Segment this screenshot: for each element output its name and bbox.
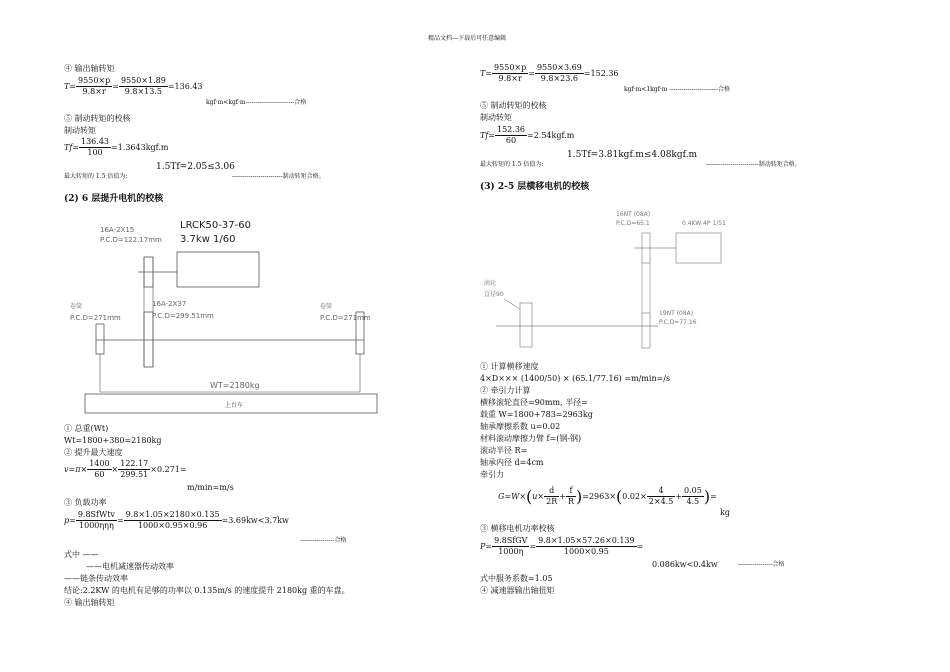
r-low-sprocket [642, 313, 650, 348]
where-line-1: 式中 —— [64, 550, 99, 559]
service-factor: 式中服务系数=1.05 [480, 574, 553, 583]
total-weight-heading: ① 总重(Wt) [64, 424, 109, 433]
traction-line-b: 载重 W=1800+783=2963kg [480, 410, 593, 419]
q3-den2: 1000×0.95 [563, 547, 609, 556]
right-brake-formula [480, 125, 574, 146]
right-torque-den2: 9.8×23.6 [540, 74, 578, 83]
right-torque-num1: 9550×p [494, 63, 527, 72]
base-carriage-label: 上台车 [225, 402, 244, 409]
torque-check: kgf·m<kgf·m------------------------合格 [206, 99, 307, 106]
brake-torque-heading: ⑤ 制动转矩的校核 [64, 114, 131, 123]
g-mid: =2963× [582, 491, 617, 501]
g-plus: + [559, 491, 566, 501]
q3-eq: = [529, 541, 537, 551]
right-brake-num: 152.36 [497, 125, 525, 134]
r-top-sprocket-pcd: P.C.D=65.1 [616, 220, 650, 227]
mid-sprocket-pcd: P.C.D=299.51mm [152, 312, 214, 320]
motor-power-label: 3.7kw 1/60 [180, 234, 236, 245]
power-den2: 1000×0.95×0.96 [137, 521, 208, 530]
speed-formula [64, 459, 187, 480]
left-drum-label: 卷筒 [70, 303, 83, 310]
brake-result: =1.3643kgf.m [111, 142, 169, 152]
torque-result: =136.43 [167, 81, 203, 91]
output-torque-heading-2: ④ 输出轴转矩 [64, 598, 115, 607]
hoist-motor-box [177, 252, 259, 287]
speed-lhs: v=π× [64, 464, 88, 474]
left-drum-pcd: P.C.D=271mm [70, 314, 121, 322]
right-torque-lhs: T= [480, 68, 493, 78]
motor-power-formula [480, 536, 643, 557]
traction-unit: kg [720, 508, 730, 517]
r-top-sprocket-label: 16NT (08A) [616, 211, 651, 218]
where-line-2: ——电机减速器传动效率 [86, 562, 174, 571]
traction-line-c: 轴承摩擦系数 u=0.02 [480, 422, 561, 431]
conclusion: 结论:2.2KW 的电机有足够的功率以 0.135m/s 的速度提升 2180kg 重的车盘。 [64, 586, 350, 595]
traction-line-f: 轴承内径 d=4cm [480, 458, 544, 467]
traction-line-d: 材料滚动摩擦力臂 f=(钢-钢) [480, 434, 582, 443]
motor-power-check: -----------------合格 [738, 561, 785, 568]
right-torque-formula [480, 63, 619, 84]
where-line-3: ——链条传动效率 [64, 574, 128, 583]
power-num2: 9.8×1.05×2180×0.135 [125, 510, 220, 519]
r-low-sprocket-label: 19NT (08A) [659, 310, 694, 317]
traverse-speed-value: 4×D××× (1400/50) × (65.1/77.16) =m/min=/s [480, 374, 671, 383]
right-torque-den1: 9.8×r [498, 74, 522, 83]
speed-tail: ×0.271= [150, 464, 187, 474]
speed-num1: 1400 [89, 459, 110, 468]
output-torque-heading: ④ 输出轴转矩 [64, 64, 115, 73]
right-drum-pcd: P.C.D=271mm [320, 314, 371, 322]
top-sprocket-pcd: P.C.D=122.17mm [100, 236, 162, 244]
total-weight-value: Wt=1800+380=2180kg [64, 436, 162, 445]
right-torque-check: kgf·m<1kgf·m ------------------------合格 [624, 86, 730, 93]
right-brake-check: --------------------------制动转矩合格。 [706, 161, 801, 168]
power-check: -----------------合格 [300, 537, 347, 544]
g-d-den: 2R [546, 497, 558, 506]
g-f-num: f [566, 486, 576, 497]
power-result: =3.69kw<3.7kw [221, 515, 289, 525]
traction-line-g: 牵引力 [480, 470, 504, 479]
torque-den1: 9.8×r [82, 87, 106, 96]
torque-num2: 9550×1.89 [120, 76, 166, 85]
q3-lhs: P= [480, 541, 493, 551]
torque-lhs: T= [64, 81, 77, 91]
g-num1: 4 [647, 486, 676, 497]
right-torque-eq: = [528, 68, 535, 78]
motor-power-heading: ③ 横移电机功率校核 [480, 524, 555, 533]
power-formula [64, 510, 289, 531]
speed-times: × [111, 464, 119, 474]
g-u: u× [532, 491, 545, 501]
speed-num2: 122.17 [120, 459, 149, 468]
load-power-heading: ③ 负载功率 [64, 498, 107, 507]
traction-line-e: 滚动半径 R= [480, 446, 528, 455]
traverse-speed-heading: ① 计算横移速度 [480, 362, 539, 371]
max-speed-heading: ② 提升最大速度 [64, 448, 123, 457]
motor-model-label: LRCK50-37-60 [180, 220, 251, 231]
traverse-motor-box [676, 233, 721, 263]
roller-wheel [520, 303, 532, 347]
speed-den2: 299.51 [120, 470, 149, 479]
brake-inequality: 1.5Tf=2.05≤3.06 [156, 162, 235, 172]
g-f-den: R [567, 497, 574, 506]
brake-formula [64, 137, 168, 158]
motor-power-result: 0.086kw<0.4kw [652, 560, 718, 569]
traction-line-a: 横移滚轮直径=90mm, 半径= [480, 398, 588, 407]
speed-unit: m/min=m/s [187, 483, 234, 492]
reducer-torque-heading: ④ 减速器输出轴扭矩 [480, 586, 555, 595]
brake-check: -------------------------制动转矩合格。 [232, 173, 325, 180]
power-den1: 1000ηηη [79, 521, 114, 530]
roller-diameter: 直径90 [484, 291, 504, 298]
mid-sprocket [144, 312, 153, 367]
mid-sprocket-label: 16A-2X37 [152, 300, 187, 308]
q3-den1: 1000η [498, 547, 524, 556]
traverse-drive-diagram [476, 203, 776, 358]
weight-label: WT=2180kg [210, 381, 260, 390]
torque-formula [64, 76, 203, 97]
brake-num: 136.43 [81, 137, 109, 146]
right-drum-label: 卷筒 [320, 303, 333, 310]
right-brake-lhs: Tf= [480, 130, 495, 140]
speed-den1: 60 [94, 470, 105, 479]
g-a: 0.02× [622, 491, 647, 501]
brake-den: 100 [87, 148, 103, 157]
section-2-title: (2) 6 层提升电机的校核 [64, 194, 164, 204]
g-d-num: d [544, 486, 559, 497]
roller-label: 滚轮 [484, 280, 497, 287]
g-end: = [710, 491, 717, 501]
hoist-drive-diagram [60, 212, 390, 417]
power-eq: = [116, 515, 124, 525]
right-torque-num2: 9550×3.69 [536, 63, 582, 72]
brake-lhs: Tf= [64, 142, 79, 152]
torque-num1: 9550×p [78, 76, 111, 85]
q3-num1: 9.8SfGV [494, 536, 528, 545]
power-lhs: p= [64, 515, 76, 525]
section-3-title: (3) 2-5 层横移电机的校核 [480, 182, 590, 192]
right-torque-result: =152.36 [583, 68, 619, 78]
g-den1: 2×4.5 [648, 497, 674, 506]
page-header: 精品文档---下载后可任意编辑 [428, 35, 507, 42]
left-drum [96, 324, 104, 354]
traction-formula: G=W×(u× $\frac{d}{2R}$ + $\frac{f}{R}$ )=2963×(0.02× $\frac{4}{2\times 4.5}$ + $\frac{0.05}{4.5}$ )= [498, 486, 717, 506]
right-brake-sub: 制动转矩 [480, 113, 512, 122]
q3-num2: 9.8×1.05×57.26×0.139 [538, 536, 635, 545]
brake-max-note: 最大转矩的 1.5 倍值为: [64, 173, 128, 180]
right-brake-max-note: 最大转矩的 1.5 倍值为: [480, 161, 544, 168]
power-num1: 9.8SfWtv [77, 510, 115, 519]
q3-end: = [636, 541, 644, 551]
torque-eq: = [112, 81, 119, 91]
r-low-sprocket-pcd: P.C.D=77.16 [659, 319, 697, 326]
right-brake-heading: ⑤ 制动转矩的校核 [480, 101, 547, 110]
g-num2: 0.05 [684, 486, 702, 495]
g-lhs: G=W× [498, 491, 527, 501]
traction-heading: ② 牵引力计算 [480, 386, 531, 395]
right-brake-result: =2.54kgf.m [527, 130, 575, 140]
right-brake-den: 60 [505, 136, 517, 145]
top-sprocket-label: 16A-2X15 [100, 226, 135, 234]
g-den2: 4.5 [686, 497, 700, 506]
right-brake-inequality: 1.5Tf=3.81kgf.m≤4.08kgf.m [567, 150, 698, 160]
brake-torque-sub: 制动转矩 [64, 126, 96, 135]
r-motor-label: 0.4KW 4P 1/51 [682, 220, 726, 227]
torque-den2: 9.8×13.5 [124, 87, 162, 96]
